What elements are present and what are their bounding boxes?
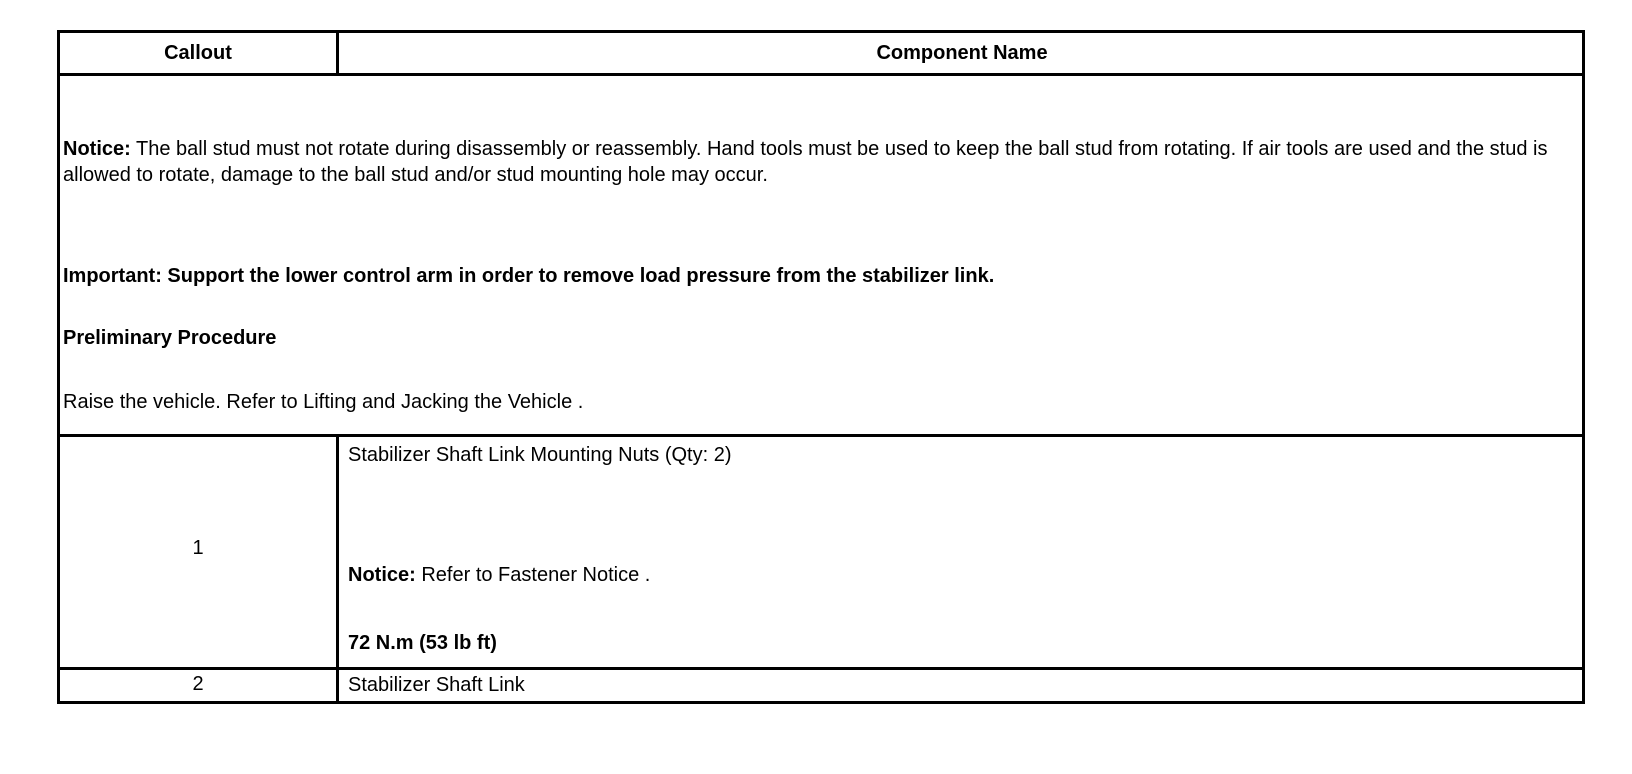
procedure-notes-cell (60, 76, 1582, 434)
component-name: Stabilizer Shaft Link (348, 674, 525, 696)
notice-paragraph (63, 136, 1574, 188)
preliminary-heading: Preliminary Procedure (63, 327, 277, 349)
component-name: Stabilizer Shaft Link Mounting Nuts (Qty: 2) (348, 444, 732, 466)
fastener-notice (348, 563, 1576, 587)
component-name-cell (342, 670, 1582, 701)
table-header-row (60, 33, 1582, 76)
important-note: Important: Support the lower control arm in order to remove load pressure from the stabilizer link. (63, 265, 995, 287)
header-component-name: Component Name (876, 42, 1048, 64)
component-name-cell (342, 437, 1582, 667)
preliminary-step: Raise the vehicle. Refer to Lifting and Jacking the Vehicle . (63, 391, 584, 413)
notice-label: Notice: (63, 138, 131, 160)
callout-number: 1 (192, 537, 204, 559)
callout-cell (60, 670, 339, 701)
notice-text: The ball stud must not rotate during disassembly or reassembly. Hand tools must be used to keep the ball stud from rotating. If air tools are used and the stud is allowed to rotate, damage to the ball stud and/or stud mounting hole may occur. (63, 138, 1548, 186)
table-row (60, 437, 1582, 670)
torque-spec: 72 N.m (53 lb ft) (348, 632, 497, 654)
fastener-notice-text: Refer to Fastener Notice . (415, 564, 651, 586)
component-table (57, 30, 1585, 704)
callout-number: 2 (192, 673, 204, 695)
table-row (60, 670, 1582, 701)
header-callout: Callout (60, 33, 339, 73)
callout-cell (60, 437, 339, 667)
procedure-notes-row (60, 76, 1582, 437)
fastener-notice-label: Notice: (348, 564, 416, 586)
